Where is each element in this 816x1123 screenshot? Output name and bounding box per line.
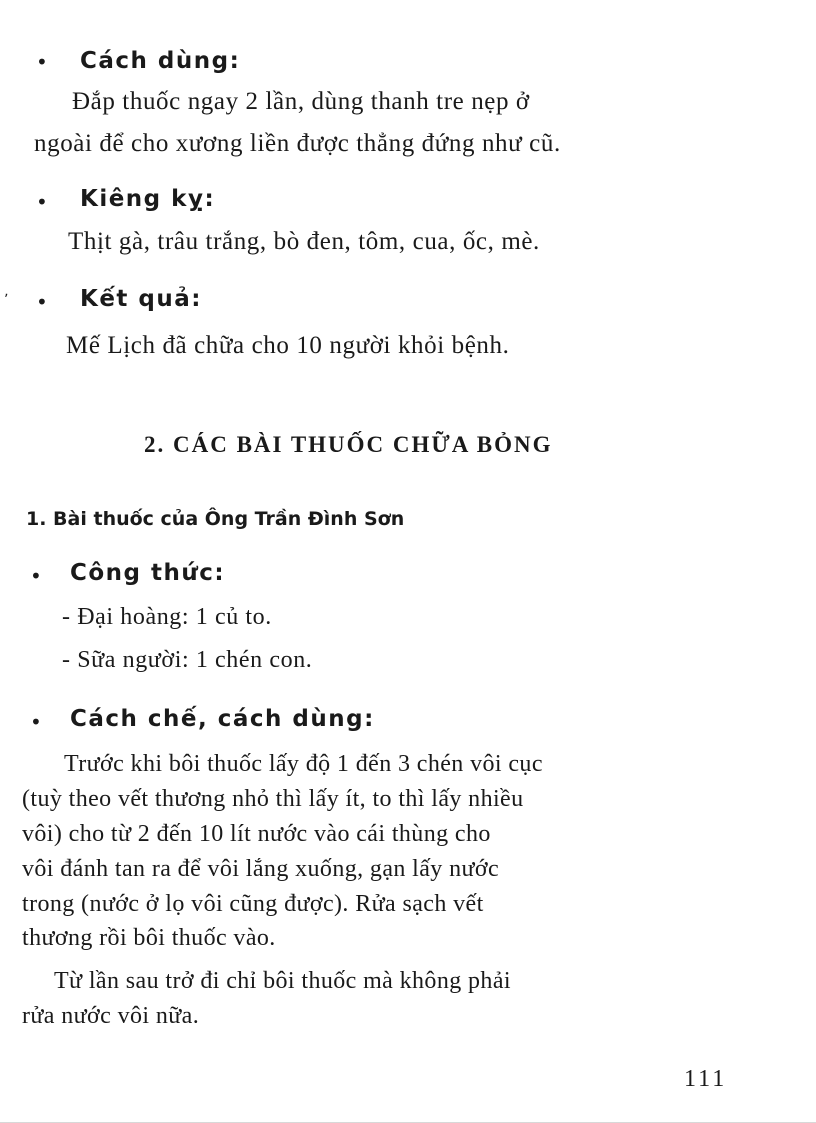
bullet-icon: • [30,564,42,588]
page-number: 111 [684,1066,728,1092]
section-heading-result: Kết quả: [80,286,202,312]
ingredient-item: - Đại hoàng: 1 củ to. [62,604,272,630]
bullet-icon: • [36,190,48,214]
remedy-title: 1. Bài thuốc của Ông Trần Đình Sơn [26,508,405,530]
paragraph-line: trong (nước ở lọ vôi cũng được). Rửa sạch vết [22,891,484,917]
usage-heading: Cách chế, cách dùng: [70,706,375,732]
paragraph-line: rửa nước vôi nữa. [22,1003,200,1029]
bullet-icon: • [30,710,42,734]
bullet-icon: • [36,50,48,74]
paragraph-line: Trước khi bôi thuốc lấy độ 1 đến 3 chén vôi cục [64,751,543,777]
usage-line: ngoài để cho xương liền được thẳng đứng như cũ. [34,130,561,157]
formula-heading: Công thức: [70,560,226,586]
abstain-line: Thịt gà, trâu trắng, bò đen, tôm, cua, ốc, mè. [68,228,540,255]
chapter-title: 2. CÁC BÀI THUỐC CHỮA BỎNG [144,432,553,457]
bullet-icon: • [36,290,48,314]
paragraph-line: Từ lần sau trở đi chỉ bôi thuốc mà không phải [54,968,511,994]
paragraph-line: thương rồi bôi thuốc vào. [22,925,276,951]
usage-line: Đắp thuốc ngay 2 lần, dùng thanh tre nẹp ở [72,88,530,115]
stray-mark: ʼ [4,292,9,308]
paragraph-line: vôi đánh tan ra để vôi lắng xuống, gạn lấy nước [22,856,500,882]
paragraph-line: (tuỳ theo vết thương nhỏ thì lấy ít, to thì lấy nhiều [22,786,524,812]
result-line: Mế Lịch đã chữa cho 10 người khỏi bệnh. [66,332,510,359]
section-heading-usage: Cách dùng: [80,48,241,74]
ingredient-item: - Sữa người: 1 chén con. [62,647,313,673]
section-heading-abstain: Kiêng kỵ: [80,186,216,212]
paragraph-line: vôi) cho từ 2 đến 10 lít nước vào cái thùng cho [22,821,491,847]
